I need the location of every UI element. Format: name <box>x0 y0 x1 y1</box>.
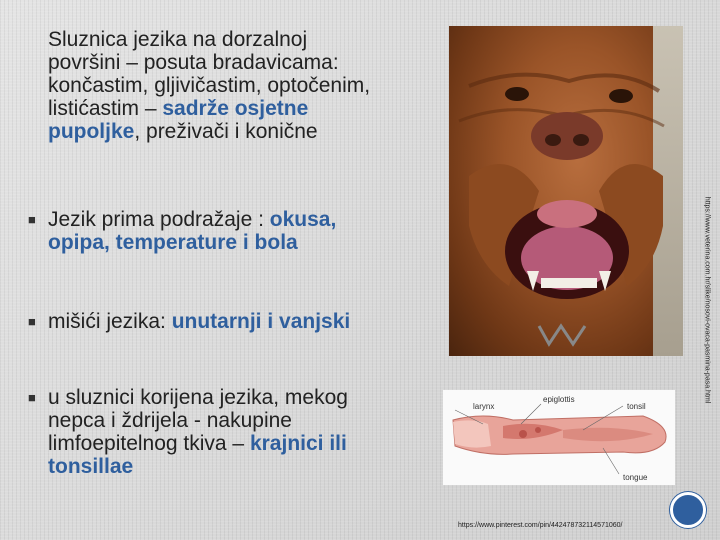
bullet-muscles <box>28 310 351 333</box>
bullet-stimuli-text: Jezik prima podražaje : <box>48 208 270 231</box>
label-epiglottis: epiglottis <box>543 395 575 404</box>
bullet-tonsils <box>28 386 348 478</box>
label-tonsil: tonsil <box>627 402 646 411</box>
slide-nav-button[interactable] <box>670 492 706 528</box>
source-link-vertical[interactable]: https://www.veterina.com.hr/slike/nosovi-ovaca-pasmina-pasa.html <box>703 196 711 404</box>
bullet-tonsils-line-3 <box>44 432 348 455</box>
intro-line-1: Sluznica jezika na dorzalnoj <box>48 28 308 51</box>
intro-line-4-highlight: sadrže osjetne <box>162 97 309 120</box>
tongue-illustration <box>443 390 675 485</box>
intro-line-5-highlight: pupoljke <box>48 120 135 143</box>
image-source-vertical <box>701 120 713 480</box>
bullet-tonsils-text: limfoepitelnog tkiva – <box>48 432 250 455</box>
bullet-muscles-highlight: unutarnji i vanjski <box>171 310 351 333</box>
intro-line-2: površini – posuta bradavicama: <box>48 51 339 74</box>
bullet-tonsils-line-1: u sluznici korijena jezika, mekog <box>48 386 348 409</box>
source-link-bottom[interactable]: https://www.pinterest.com/pin/442478732114571060/ <box>458 522 623 529</box>
bullet-tonsils-line-4: tonsillae <box>48 455 134 478</box>
bullet-stimuli <box>28 208 337 254</box>
intro-line-5 <box>44 120 370 143</box>
intro-line-3: končastim, gljivičastim, optočenim, <box>48 74 371 97</box>
label-larynx: larynx <box>473 402 495 411</box>
bullet-tonsils-highlight: krajnici ili <box>249 432 347 455</box>
bullet-muscles-line <box>44 310 350 333</box>
bullet-marker-icon: ■ <box>28 212 36 227</box>
bullet-muscles-text: mišići jezika: <box>48 310 172 333</box>
bullet-marker-icon: ■ <box>28 390 36 405</box>
bullet-marker-icon: ■ <box>28 314 36 329</box>
intro-line-4 <box>44 97 370 120</box>
bullet-stimuli-highlight-1: okusa, <box>269 208 337 231</box>
dog-photo <box>449 26 683 356</box>
intro-paragraph <box>44 28 370 143</box>
bullet-stimuli-line-1 <box>44 208 336 231</box>
bullet-stimuli-line-2: opipa, temperature i bola <box>48 231 298 254</box>
label-tongue: tongue <box>623 473 648 482</box>
dog-face-image <box>449 26 683 356</box>
intro-line-5-text: , preživači i konične <box>134 120 318 143</box>
bullet-tonsils-line-2: nepca i ždrijela - nakupine <box>48 409 292 432</box>
tongue-anatomy-diagram <box>443 390 675 485</box>
intro-line-4-text: listićastim – <box>48 97 163 120</box>
